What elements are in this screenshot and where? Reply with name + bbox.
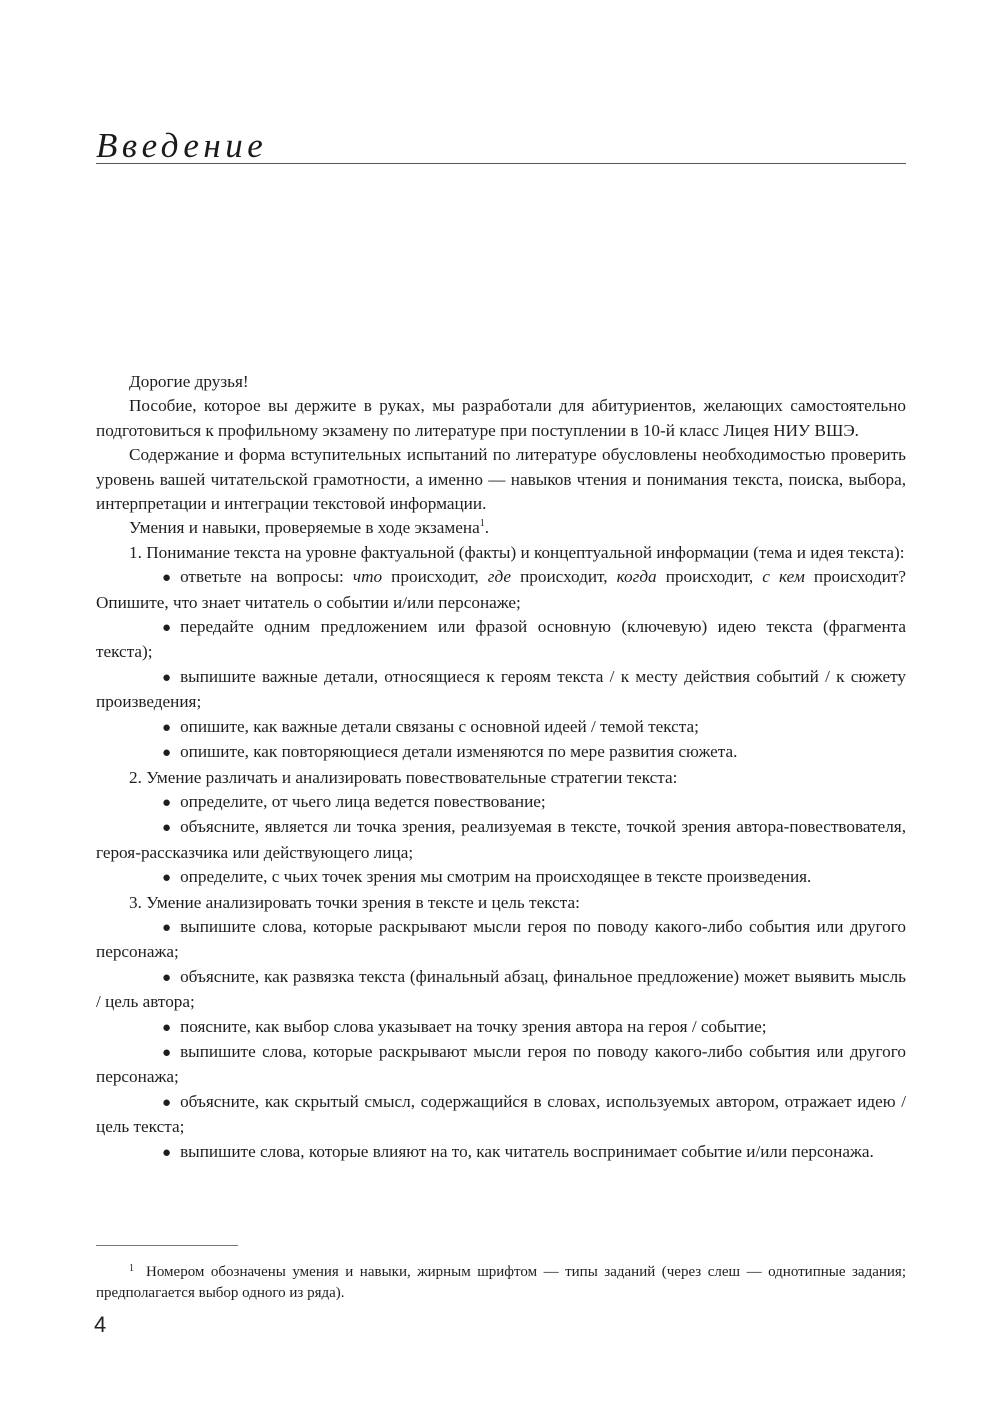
bullet-item: ● объясните, является ли точка зрения, реализуемая в тексте, точкой зрения автора-повествователя, героя-рассказчика или действующего лица; bbox=[96, 817, 906, 862]
footnote-reference: 1 bbox=[479, 518, 485, 530]
skills-intro-paragraph: Умения и навыки, проверяемые в ходе экзамена$^1$. bbox=[129, 518, 490, 538]
section-heading-2: 2. Умение различать и анализировать повествовательные стратегии текста: bbox=[129, 767, 678, 787]
bullet-item: ● передайте одним предложением или фразой основную (ключевую) идею текста (фрагмента текста); bbox=[96, 617, 906, 662]
section-heading-1: 1. Понимание текста на уровне фактуальной (факты) и концептуальной информации (тема и идея текста): bbox=[129, 542, 905, 562]
bullet-icon: ● bbox=[162, 794, 172, 811]
bullet-icon: ● bbox=[162, 1144, 172, 1161]
bullet-icon: ● bbox=[162, 820, 172, 837]
body-text bbox=[96, 370, 906, 1165]
bullet-item: ● определите, от чьего лица ведется повествование; bbox=[96, 790, 906, 815]
bullet-icon: ● bbox=[162, 719, 172, 736]
bullet-icon: ● bbox=[162, 870, 172, 887]
section-heading-3: 3. Умение анализировать точки зрения в тексте и цель текста: bbox=[129, 892, 580, 912]
footnote bbox=[96, 1262, 906, 1303]
bullet-item: ● выпишите слова, которые влияют на то, как читатель воспринимает событие и/или персонажа. bbox=[96, 1140, 906, 1165]
bullet-item: ● поясните, как выбор слова указывает на точку зрения автора на героя / событие; bbox=[96, 1015, 906, 1040]
bullet-icon: ● bbox=[162, 745, 172, 762]
bullet-item: ● ответьте на вопросы: что происходит, где происходит, когда происходит, с кем происходит? Опишите, что знает читатель о событии и/или персонаже; bbox=[96, 567, 906, 612]
bullet-item: ● опишите, как важные детали связаны с основной идеей / темой текста; bbox=[96, 715, 906, 740]
bullet-icon: ● bbox=[162, 1094, 172, 1111]
bullet-icon: ● bbox=[162, 570, 172, 587]
bullet-icon: ● bbox=[162, 969, 172, 986]
bullet-icon: ● bbox=[162, 669, 172, 686]
title-underline bbox=[96, 163, 906, 164]
bullet-icon: ● bbox=[162, 1044, 172, 1061]
purpose-paragraph: Содержание и форма вступительных испытаний по литературе обусловлены необходимостью проверить уровень вашей читательской грамотности, а именно — навыков чтения и понимания текста, поиска, выбора, интерпретации и интеграции текстовой информации. bbox=[96, 445, 906, 514]
bullet-icon: ● bbox=[162, 1019, 172, 1036]
bullet-item: ● определите, с чьих точек зрения мы смотрим на происходящее в тексте произведения. bbox=[96, 865, 906, 890]
footnote-separator bbox=[96, 1245, 238, 1246]
bullet-item: ● объясните, как скрытый смысл, содержащийся в словах, используемых автором, отражает идею / цель текста; bbox=[96, 1091, 906, 1137]
bullet-item: ● объясните, как развязка текста (финальный абзац, финальное предложение) может выявить мысль / цель автора; bbox=[96, 966, 906, 1012]
page-number: 4 bbox=[94, 1312, 107, 1337]
intro-paragraph: Пособие, которое вы держите в руках, мы разработали для абитуриентов, желающих самостоятельно подготовиться к профильному экзамену по литературе при поступлении в 10-й класс Лицея НИУ ВШЭ. bbox=[96, 396, 906, 440]
bullet-icon: ● bbox=[162, 620, 172, 637]
greeting-paragraph: Дорогие друзья! bbox=[129, 372, 249, 391]
bullet-item: ● выпишите слова, которые раскрывают мысли героя по поводу какого-либо события или другого персонажа; bbox=[96, 1041, 906, 1087]
bullet-item: ● опишите, как повторяющиеся детали изменяются по мере развития сюжета. bbox=[96, 740, 906, 765]
footnote-text: Номером обозначены умения и навыки, жирным шрифтом — типы заданий (через слеш — однотипные задания; предполагается выбор одного из ряда). bbox=[96, 1264, 906, 1301]
bullet-item: ● выпишите важные детали, относящиеся к героям текста / к месту действия событий / к сюжету произведения; bbox=[96, 666, 906, 712]
bullet-icon: ● bbox=[162, 919, 172, 936]
bullet-item: ● выпишите слова, которые раскрывают мысли героя по поводу какого-либо события или другого персонажа; bbox=[96, 916, 906, 962]
footnote-mark: 1 bbox=[129, 1263, 134, 1274]
page-title: Введение bbox=[96, 126, 268, 165]
